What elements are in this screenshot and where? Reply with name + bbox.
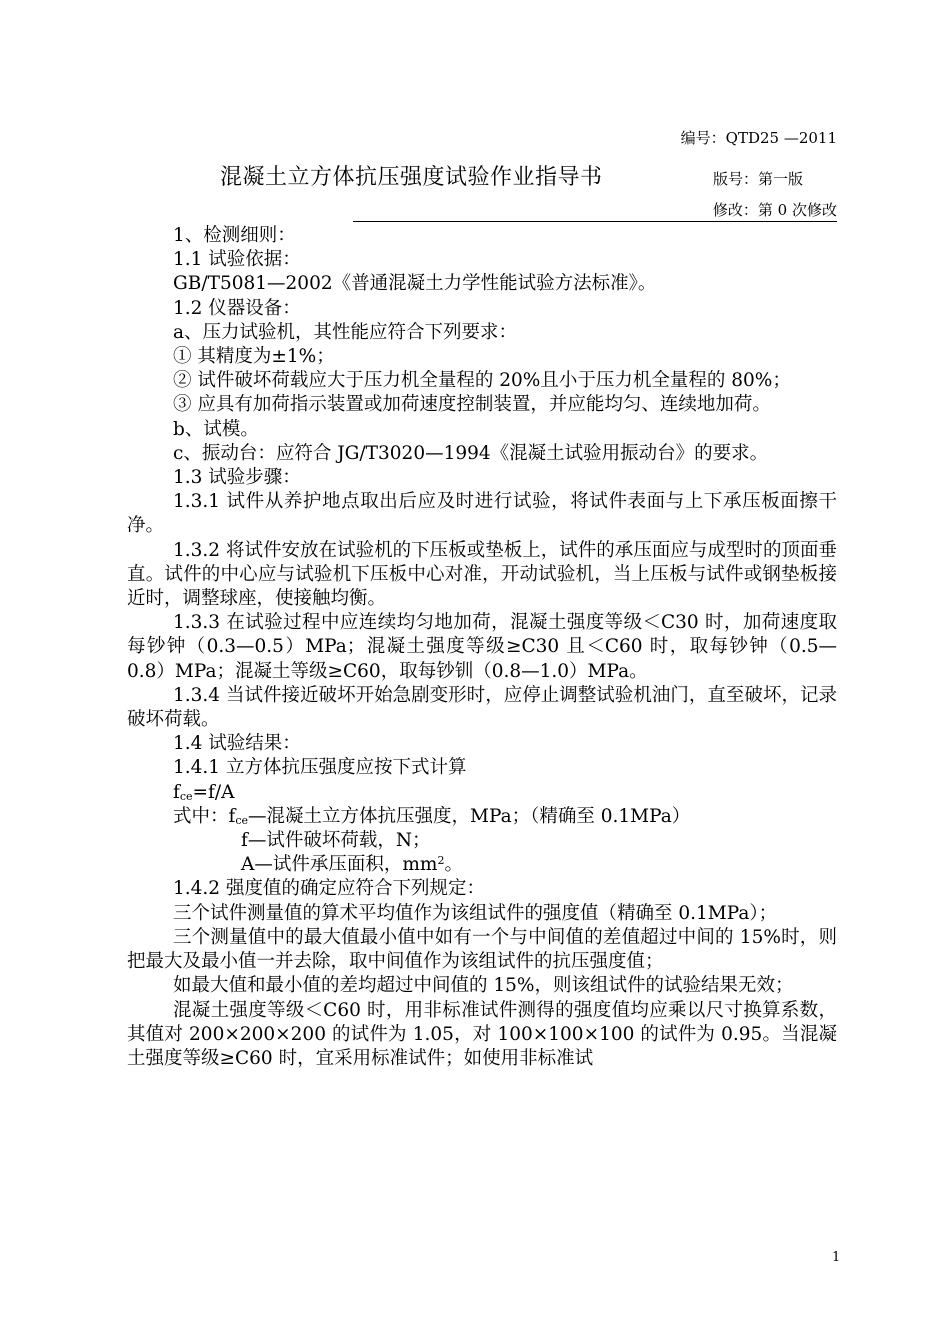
legend-a-end: 。 (444, 854, 463, 876)
legend-subscript: ce (235, 813, 249, 827)
version-label: 版号：第一版 (713, 170, 804, 188)
section-heading: 1、检测细则： (173, 225, 296, 246)
paragraph: 1.3.2 将试件安放在试验机的下压板或垫板上，试件的承压面应与成型时的顶面垂直。试件的中心应与试验机下压板中心对准，开动试验机，当上压板与试件或钢垫板接近时，调整球座，使接触均衡。 (127, 539, 837, 610)
page-number: 1 (832, 1250, 841, 1265)
list-item: ③ 应具有加荷指示装置或加荷速度控制装置，并应能均匀、连续地加荷。 (173, 394, 771, 416)
paragraph: 如最大值和最小值的差均超过中间值的 15%，则该组试件的试验结果无效； (173, 975, 794, 997)
list-item: c、振动台：应符合 JG/T3020—1994《混凝土试验用振动台》的要求。 (173, 442, 769, 464)
paragraph: 三个试件测量值的算术平均值作为该组试件的强度值（精确至 0.1MPa）； (173, 902, 778, 924)
formula (127, 781, 837, 805)
subsection-heading: 1.1 试验依据： (173, 249, 301, 271)
paragraph: 1.3.1 试件从养护地点取出后应及时进行试验，将试件表面与上下承压板面擦干净。 (127, 491, 837, 537)
document-body (127, 224, 837, 1071)
revision-label: 修改：第 0 次修改 (353, 199, 837, 222)
formula-legend-a (127, 853, 837, 877)
legend-prefix: 式中：f (173, 805, 236, 827)
list-item: b、试模。 (173, 418, 259, 440)
formula-subscript: ce (179, 789, 193, 803)
paragraph: GB/T5081—2002《普通混凝土力学性能试验方法标准》。 (173, 273, 657, 295)
legend-rest: —混凝土立方体抗压强度，MPa；（精确至 0.1MPa） (248, 805, 691, 827)
paragraph: 1.4.1 立方体抗压强度应按下式计算 (173, 757, 467, 779)
list-item: ① 其精度为±1%； (173, 346, 335, 368)
paragraph: 1.3.4 当试件接近破坏开始急剧变形时，应停止调整试验机油门，直至破坏，记录破坏荷载。 (127, 684, 837, 731)
subsection-heading: 1.4 试验结果： (173, 733, 301, 755)
subsection-heading: 1.2 仪器设备： (173, 297, 301, 319)
formula-rest: =f/A (192, 781, 235, 803)
paragraph: 1.3.3 在试验过程中应连续均匀地加荷，混凝土强度等级＜C30 时，加荷速度取每钞钟（0.3—0.5）MPa；混凝土强度等级≥C30 且＜C60 时，取每钞钟（0.5—0.8）MPa；混凝土等级≥C60，取每钞钏（0.8—1.0）MPa。 (127, 612, 837, 682)
formula-legend-f: f—试件破坏荷载，N； (241, 830, 431, 852)
subsection-heading: 1.3 试验步骤： (173, 467, 301, 489)
legend-a-superscript: 2 (437, 854, 445, 868)
formula-legend (127, 805, 837, 829)
list-item: a、压力试验机，其性能应符合下列要求： (173, 321, 518, 343)
paragraph: 三个测量值中的最大值最小值中如有一个与中间值的差值超过中间的 15%时，则把最大及最小值一并去除，取中间值作为该组试件的抗压强度值； (127, 926, 837, 973)
legend-a-text: A—试件承压面积，mm (241, 854, 438, 876)
subsection-heading: 1.4.2 强度值的确定应符合下列规定： (173, 878, 485, 900)
paragraph: 混凝土强度等级＜C60 时，用非标准试件测得的强度值均应乘以尺寸换算系数，其值对 200×200×200 的试件为 1.05，对 100×100×100 的试件为 0.95。当混凝土强度等级≥C60 时，宜采用标准试件；如使用非标准试 (127, 999, 837, 1069)
formula-f: f (173, 781, 180, 803)
document-title: 混凝土立方体抗压强度试验作业指导书 (220, 165, 603, 190)
document-code: 编号：QTD25 —2011 (680, 129, 837, 147)
list-item: ② 试件破坏荷载应大于压力机全量程的 20%且小于压力机全量程的 80%； (173, 370, 791, 392)
